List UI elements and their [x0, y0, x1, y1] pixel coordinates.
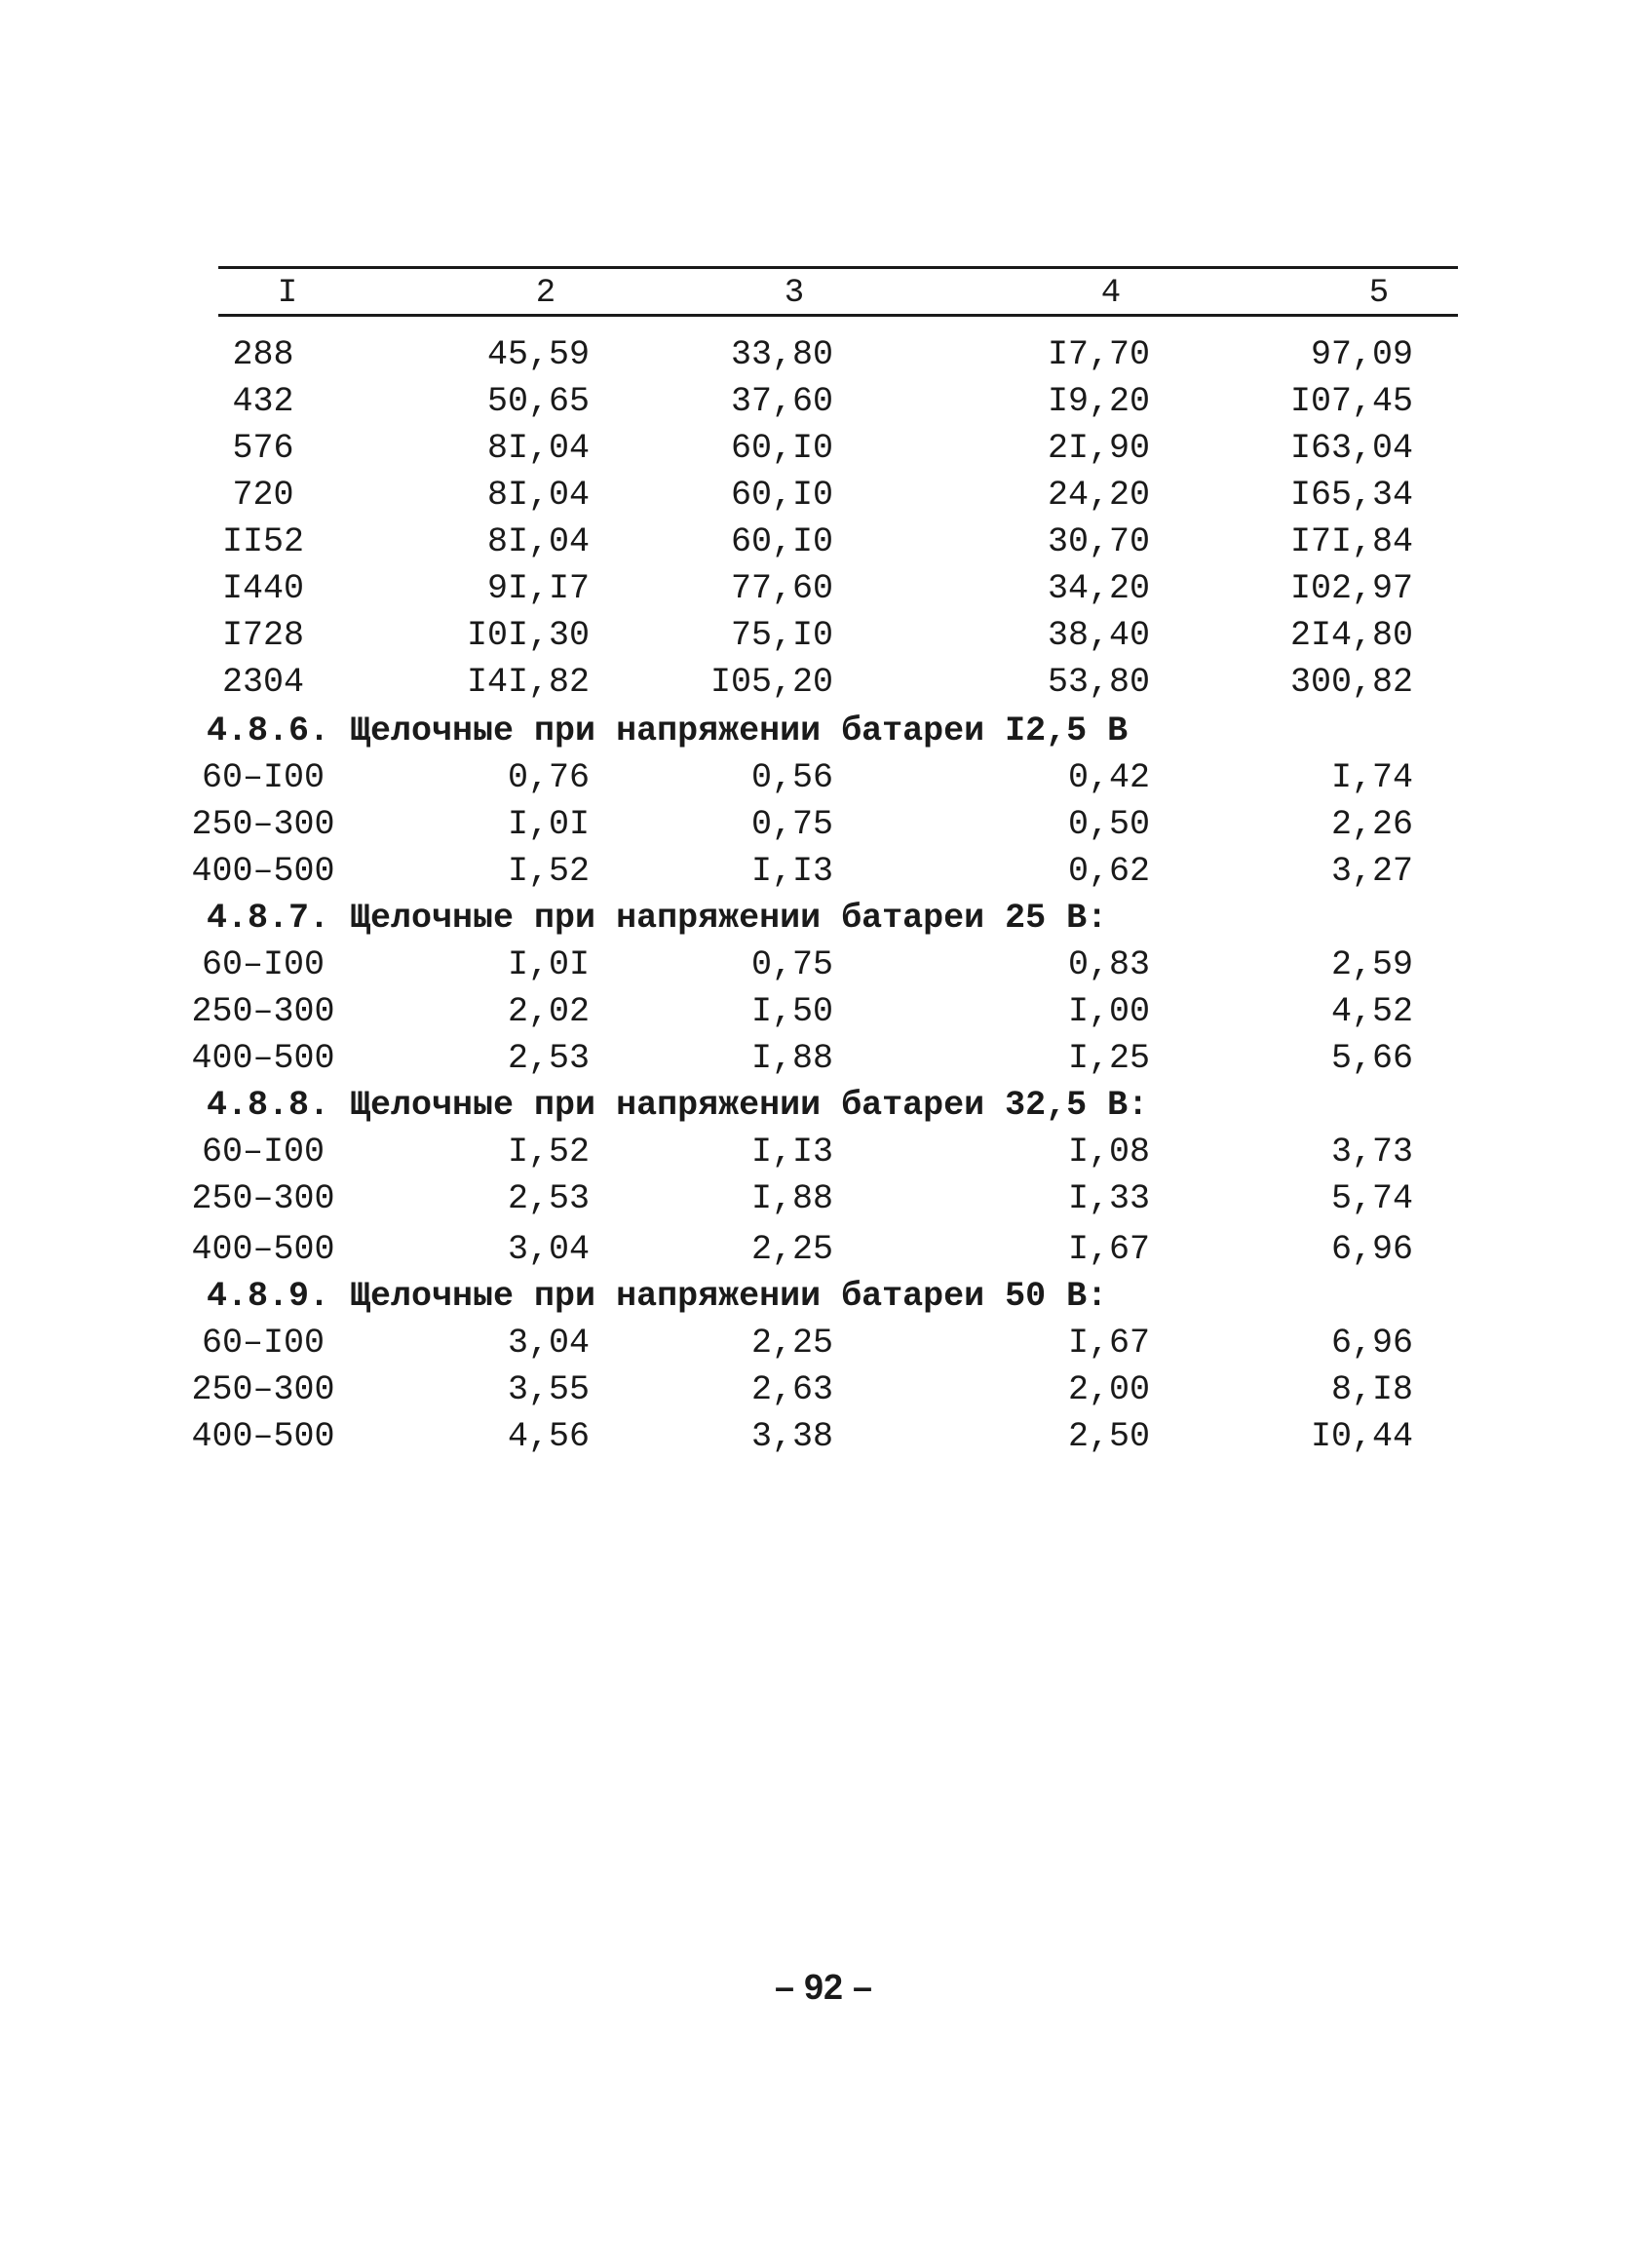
cell-col2: I,0I: [507, 945, 590, 984]
cell-col3: 2,25: [750, 1324, 833, 1363]
cell-capacity: 288: [232, 335, 294, 374]
table-row: [0, 331, 1647, 378]
cell-col4: 24,20: [1047, 476, 1150, 515]
table-row: [0, 659, 1647, 706]
cell-capacity: 60–I00: [201, 1133, 326, 1172]
cell-col4: I,25: [1067, 1039, 1150, 1078]
cell-capacity: 400–500: [191, 1417, 335, 1456]
cell-col5: 5,66: [1330, 1039, 1413, 1078]
table-header-rule: [218, 314, 1458, 317]
cell-col2: 3,04: [507, 1230, 590, 1269]
table-row: [0, 942, 1647, 988]
table-row: [0, 988, 1647, 1035]
table-row: [0, 1366, 1647, 1413]
cell-col5: 5,74: [1330, 1179, 1413, 1218]
cell-col3: 3,38: [750, 1417, 833, 1456]
column-header-5: 5: [1368, 275, 1390, 312]
cell-col2: I,52: [507, 852, 590, 891]
table-row: [0, 612, 1647, 659]
table-row: [0, 801, 1647, 848]
cell-col4: 38,40: [1047, 616, 1150, 655]
cell-capacity: I440: [221, 569, 304, 608]
table-row: [0, 425, 1647, 472]
cell-col3: 60,I0: [730, 522, 833, 561]
cell-col3: 0,56: [750, 758, 833, 797]
cell-col3: 0,75: [750, 805, 833, 844]
cell-col5: 6,96: [1330, 1230, 1413, 1269]
cell-col3: I,50: [750, 992, 833, 1031]
cell-capacity: 250–300: [191, 992, 335, 1031]
column-header-4: 4: [1100, 275, 1122, 312]
cell-capacity: 60–I00: [201, 1324, 326, 1363]
table-row: [0, 1226, 1647, 1273]
table-row: [0, 848, 1647, 895]
cell-col2: 9I,I7: [486, 569, 590, 608]
cell-col4: I,33: [1067, 1179, 1150, 1218]
cell-col3: I,88: [750, 1039, 833, 1078]
section-heading-4-8-8: 4.8.8. Щелочные при напряжении батареи 32,5 В:: [207, 1086, 1149, 1125]
column-header-3: 3: [784, 275, 805, 312]
section-heading-4-8-9: 4.8.9. Щелочные при напряжении батареи 50 В:: [207, 1277, 1108, 1316]
table-top-rule: [218, 266, 1458, 269]
table-row: [0, 565, 1647, 612]
cell-col4: I,08: [1067, 1133, 1150, 1172]
cell-capacity: 400–500: [191, 1039, 335, 1078]
table-row: [0, 754, 1647, 801]
table-row: [0, 1129, 1647, 1175]
table-row: [0, 1175, 1647, 1222]
cell-col2: 2,53: [507, 1039, 590, 1078]
cell-col5: 2,26: [1330, 805, 1413, 844]
cell-col2: 8I,04: [486, 429, 590, 468]
cell-capacity: II52: [221, 522, 304, 561]
cell-col5: 3,73: [1330, 1133, 1413, 1172]
cell-col4: I,67: [1067, 1230, 1150, 1269]
cell-col5: I65,34: [1289, 476, 1413, 515]
cell-col2: 2,02: [507, 992, 590, 1031]
cell-capacity: 400–500: [191, 852, 335, 891]
table-row: [0, 472, 1647, 519]
cell-col5: I07,45: [1289, 382, 1413, 421]
cell-col3: I,88: [750, 1179, 833, 1218]
cell-col4: 34,20: [1047, 569, 1150, 608]
column-header-2: 2: [535, 275, 556, 312]
cell-col4: 53,80: [1047, 663, 1150, 702]
cell-col4: I9,20: [1047, 382, 1150, 421]
page-number: – 92 –: [774, 1967, 873, 2007]
cell-col3: 33,80: [730, 335, 833, 374]
cell-col2: I,0I: [507, 805, 590, 844]
cell-col3: 37,60: [730, 382, 833, 421]
cell-capacity: 250–300: [191, 805, 335, 844]
cell-capacity: 432: [232, 382, 294, 421]
cell-col4: I,67: [1067, 1324, 1150, 1363]
cell-col2: 2,53: [507, 1179, 590, 1218]
cell-col3: I,I3: [750, 852, 833, 891]
cell-col5: 300,82: [1289, 663, 1413, 702]
cell-col2: 8I,04: [486, 476, 590, 515]
cell-capacity: 250–300: [191, 1179, 335, 1218]
cell-col3: 60,I0: [730, 429, 833, 468]
section-heading-4-8-7: 4.8.7. Щелочные при напряжении батареи 25 В:: [207, 899, 1108, 938]
cell-col4: 2,50: [1067, 1417, 1150, 1456]
cell-capacity: 250–300: [191, 1370, 335, 1409]
section-heading-4-8-6: 4.8.6. Щелочные при напряжении батареи I2,5 В: [207, 711, 1129, 750]
cell-col2: I0I,30: [466, 616, 590, 655]
table-row: [0, 1035, 1647, 1082]
cell-col5: 4,52: [1330, 992, 1413, 1031]
cell-col2: 3,55: [507, 1370, 590, 1409]
cell-col3: 2,63: [750, 1370, 833, 1409]
cell-col2: 50,65: [486, 382, 590, 421]
cell-col2: 4,56: [507, 1417, 590, 1456]
cell-capacity: 60–I00: [201, 945, 326, 984]
cell-col3: I05,20: [709, 663, 833, 702]
cell-col5: 2I4,80: [1289, 616, 1413, 655]
cell-col4: I,00: [1067, 992, 1150, 1031]
cell-col4: 2,00: [1067, 1370, 1150, 1409]
cell-col2: I,52: [507, 1133, 590, 1172]
cell-col5: 3,27: [1330, 852, 1413, 891]
cell-col5: I0,44: [1310, 1417, 1413, 1456]
cell-col3: 60,I0: [730, 476, 833, 515]
cell-col4: 0,62: [1067, 852, 1150, 891]
cell-col3: I,I3: [750, 1133, 833, 1172]
cell-col2: 8I,04: [486, 522, 590, 561]
cell-col5: I02,97: [1289, 569, 1413, 608]
cell-col3: 75,I0: [730, 616, 833, 655]
cell-col4: 0,83: [1067, 945, 1150, 984]
cell-col2: 45,59: [486, 335, 590, 374]
cell-col2: 0,76: [507, 758, 590, 797]
cell-capacity: 720: [232, 476, 294, 515]
cell-col2: I4I,82: [466, 663, 590, 702]
cell-col5: I7I,84: [1289, 522, 1413, 561]
table-row: [0, 519, 1647, 565]
cell-col4: 0,42: [1067, 758, 1150, 797]
cell-capacity: 60–I00: [201, 758, 326, 797]
table-row: [0, 1320, 1647, 1366]
cell-col5: 6,96: [1330, 1324, 1413, 1363]
cell-col4: I7,70: [1047, 335, 1150, 374]
cell-col2: 3,04: [507, 1324, 590, 1363]
cell-capacity: 2304: [221, 663, 304, 702]
cell-col4: 30,70: [1047, 522, 1150, 561]
cell-col4: 0,50: [1067, 805, 1150, 844]
cell-col5: I63,04: [1289, 429, 1413, 468]
cell-col5: 2,59: [1330, 945, 1413, 984]
cell-capacity: 576: [232, 429, 294, 468]
cell-capacity: 400–500: [191, 1230, 335, 1269]
table-row: [0, 1413, 1647, 1460]
cell-col3: 77,60: [730, 569, 833, 608]
cell-col5: 8,I8: [1330, 1370, 1413, 1409]
cell-capacity: I728: [221, 616, 304, 655]
column-header-1: I: [277, 275, 298, 312]
cell-col4: 2I,90: [1047, 429, 1150, 468]
cell-col5: 97,09: [1310, 335, 1413, 374]
cell-col5: I,74: [1330, 758, 1413, 797]
table-row: [0, 378, 1647, 425]
cell-col3: 2,25: [750, 1230, 833, 1269]
cell-col3: 0,75: [750, 945, 833, 984]
